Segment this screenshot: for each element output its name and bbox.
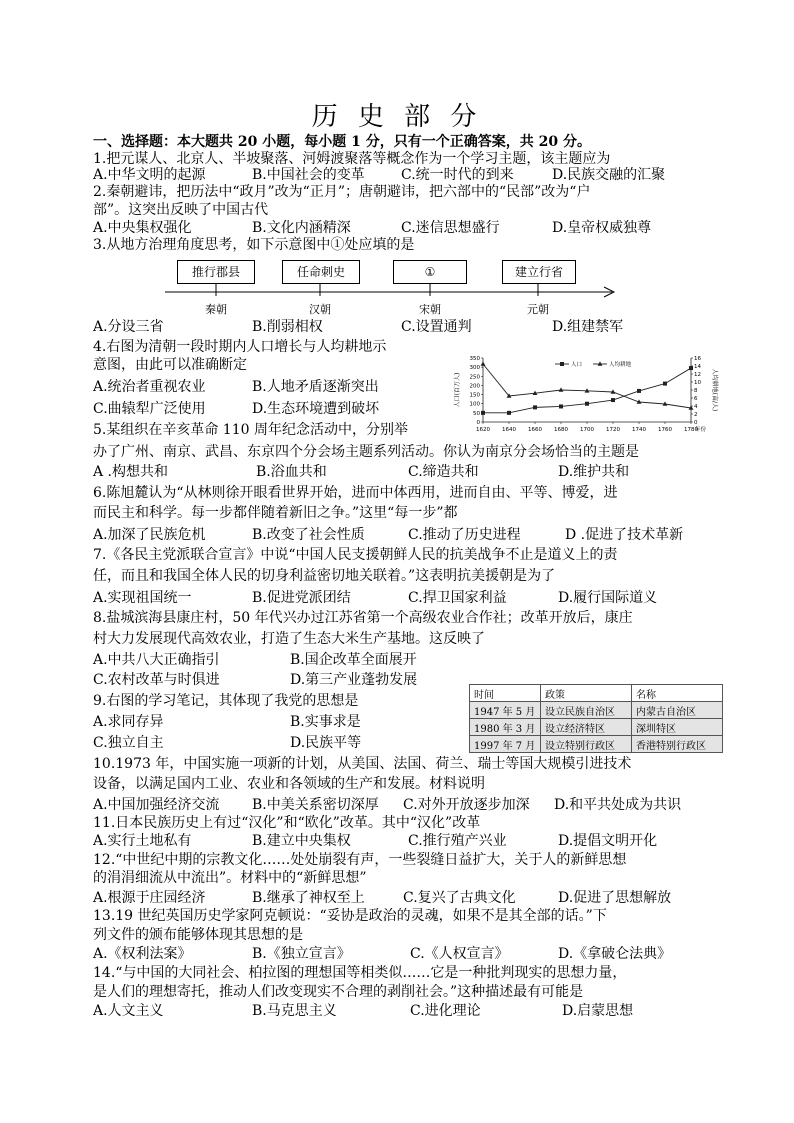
table-cell: 设立经济特区 [541,719,632,736]
chart-point [481,361,486,365]
q8-option-d[interactable]: D.第三产业蓬勃发展 [290,672,418,688]
chart-left-tick-label: 350 [469,356,480,362]
q6-option-a[interactable]: A.加深了民族危机 [93,527,206,543]
q1-stem: 1.把元谋人、北京人、半坡聚落、河姆渡聚落等概念作为一个学习主题，该主题应为 [93,151,611,167]
timeline-box-1: 推行郡县 [177,260,255,284]
table-cell: 1997 年 7 月 [470,736,541,753]
chart-marks [481,361,694,414]
table-cell: 香港特别行政区 [632,736,723,753]
chart-point [507,411,511,415]
chart-left-tick-label: 250 [469,374,480,381]
chart-left-axis-label: 人口(百万人) [454,372,461,408]
chart-point [663,382,667,386]
chart-point [611,398,615,402]
q3-option-a[interactable]: A.分设三省 [93,319,164,335]
q10-option-c[interactable]: C.对外开放逐步加深 [403,797,530,813]
q1-option-b[interactable]: B.中国社会的变革 [252,167,365,183]
q14-option-d[interactable]: D.启蒙思想 [562,1003,634,1019]
policy-table [469,684,723,753]
population-chart [451,352,719,436]
table-row [470,736,723,753]
q14-option-c[interactable]: C.进化理论 [410,1003,481,1019]
chart-x-tick-label: 1760 [658,427,672,433]
q9-option-b[interactable]: B.实事求是 [290,714,361,730]
chart-legend [555,360,632,368]
table-header-time: 时间 [470,685,541,702]
timeline-label-2: 汉朝 [309,303,331,316]
q2-option-d[interactable]: D.皇帝权威独尊 [552,220,652,236]
chart-left-tick-label: 300 [469,365,480,372]
q3-option-d[interactable]: D.组建禁军 [552,319,624,335]
chart-point [689,366,693,370]
chart-x-tick-label: 1620 [476,427,490,433]
q5-option-b[interactable]: B.浴血共和 [256,464,327,480]
q13-option-a[interactable]: A.《权利法案》 [93,946,192,962]
chart-axes [453,358,719,422]
q4-option-a[interactable]: A.统治者重视农业 [93,379,206,395]
q12-option-a[interactable]: A.根源于庄园经济 [93,890,206,906]
q9-stem: 9.右图的学习笔记，其体现了我党的思想是 [93,693,359,709]
chart-ticks [470,356,707,433]
q12-option-b[interactable]: B.继承了神权至上 [252,890,365,906]
chart-x-tick-label: 1700 [580,427,594,433]
q10-option-b[interactable]: B.中美关系密切深厚 [252,797,379,813]
q6-option-d[interactable]: D .促进了技术革新 [565,527,684,543]
q12-stem-line1: 12.“中世纪中期的宗教文化……处处崩裂有声，一些裂缝日益扩大，关于人的新鲜思想 [93,852,627,868]
chart-point [481,411,485,415]
q12-option-c[interactable]: C.复兴了古典文化 [403,890,516,906]
chart-right-tick-label: 16 [694,356,701,362]
q3-option-b[interactable]: B.削弱相权 [252,319,323,335]
chart-x-tick-label: 1660 [528,427,542,433]
chart-left-tick-label: 150 [469,392,480,399]
page-title: 历 史 部 分 [311,102,483,132]
q13-stem-line2: 列文件的颁布能够体现其思想的是 [93,927,303,943]
q10-stem-line2: 设备，以满足国内工业、农业和各领域的生产和发展。材料说明 [93,776,485,792]
q5-stem-line1: 5.某组织在辛亥革命 110 周年纪念活动中，分别举 [93,422,408,438]
q4-stem-line2: 意图，由此可以准确断定 [93,357,247,373]
chart-point [559,387,564,391]
q5-stem-line2: 办了广州、南京、武昌、东京四个分会场主题系列活动。你认为南京分会场恰当的主题是 [93,444,639,460]
q10-option-d[interactable]: D.和平共处成为共识 [554,797,682,813]
chart-right-tick-label: 2 [694,412,698,418]
q5-option-c[interactable]: C.缔造共和 [408,464,479,480]
chart-left-tick-label: 0 [476,420,480,426]
q13-option-d[interactable]: D.《拿破仑法典》 [558,946,672,962]
q3-stem: 3.从地方治理角度思考，如下示意图中①处应填的是 [93,237,415,253]
table-cell: 1980 年 3 月 [470,719,541,736]
table-row [470,702,723,719]
chart-left-tick-label: 50 [473,410,480,417]
q1-option-a[interactable]: A.中华文明的起源 [93,167,206,183]
q10-option-a[interactable]: A.中国加强经济交流 [93,797,220,813]
q7-stem-line2: 任，而且和我国全体人民的切身利益密切地关联着。”这表明抗美援朝是为了 [93,568,556,584]
q14-stem-line1: 14.“与中国的大同社会、柏拉图的理想国等相类似……它是一种批判现实的思想力量， [93,965,627,981]
chart-right-tick-label: 10 [694,380,701,386]
q3-option-c[interactable]: C.设置通判 [401,319,472,335]
table-cell: 深圳特区 [632,719,723,736]
timeline-box-4: 建立行省 [502,260,576,284]
q10-stem-line1: 10.1973 年，中国实施一项新的计划，从美国、法国、荷兰、瑞士等国大规模引进技术 [93,756,632,772]
chart-x-tick-label: 1720 [606,427,620,433]
q13-option-b[interactable]: B.《独立宣言》 [252,946,351,962]
q14-option-b[interactable]: B.马克思主义 [252,1003,337,1019]
chart-right-tick-label: 8 [694,388,698,394]
timeline-box-2: 任命刺史 [282,260,360,284]
legend-label-farmland: 人均耕地 [609,362,632,368]
timeline-label-1: 秦朝 [205,303,227,316]
q7-stem-line1: 7.《各民主党派联合宣言》中说“中国人民支援朝鲜人民的抗美战争不止是道义上的责 [93,547,618,563]
q13-option-c[interactable]: C.《人权宣言》 [410,946,509,962]
table-row [470,719,723,736]
chart-point [585,402,589,406]
q12-option-d[interactable]: D.促进了思想解放 [558,890,672,906]
q9-option-a[interactable]: A.求同存异 [93,714,164,730]
chart-right-tick-label: 6 [694,396,698,402]
q8-stem-line1: 8.盐城滨海县康庄村，50 年代兴办过江苏省第一个高级农业合作社；改革开放后，康庄 [93,610,633,626]
q1-option-c[interactable]: C.统一时代的到来 [401,167,514,183]
chart-point [533,405,537,409]
q13-stem-line1: 13.19 世纪英国历史学家阿克顿说：“妥协是政治的灵魂，如果不是其全部的话。”下 [93,908,607,924]
q7-option-d[interactable]: D.履行国际道义 [558,590,658,606]
q2-stem-line2: 部”。这突出反映了中国古代 [93,202,269,218]
q6-stem-line1: 6.陈旭麓认为“从林则徐开眼看世界开始，进而中体西用，进而自由、平等、博爱，进 [93,485,618,501]
chart-series-line-2 [483,364,691,408]
chart-x-tick-label: 1740 [632,427,646,433]
chart-left-tick-label: 100 [469,401,480,408]
table-cell: 1947 年 5 月 [470,702,541,719]
table-header-policy: 政策 [541,685,632,702]
q5-option-a[interactable]: A .构想共和 [93,464,169,480]
q9-option-c[interactable]: C.独立自主 [93,735,164,751]
q6-stem-line2: 而民主和科学。每一步都伴随着新旧之争。”这里“每一步”都 [93,505,458,521]
q7-option-b[interactable]: B.促进党派团结 [252,590,351,606]
q6-option-b[interactable]: B.改变了社会性质 [252,527,365,543]
chart-right-tick-label: 0 [694,420,698,426]
table-header-name: 名称 [632,685,723,702]
chart-x-tick-label: 1640 [502,427,516,433]
q12-stem-line2: 的涓涓细流从中流出”。材料中的“新鲜思想” [93,870,367,886]
q9-option-d[interactable]: D.民族平等 [290,735,362,751]
q11-stem: 11.日本民族历史上有过“汉化”和“欧化”改革。其中“汉化”改革 [93,815,481,831]
q1-option-d[interactable]: D.民族交融的汇聚 [552,167,666,183]
q7-option-a[interactable]: A.实现祖国统一 [93,590,192,606]
q11-option-c[interactable]: C.推行殖产兴业 [408,833,507,849]
timeline-label-4: 元朝 [527,303,549,316]
q7-option-c[interactable]: C.捍卫国家利益 [408,590,507,606]
chart-right-tick-label: 4 [694,404,698,410]
timeline-box-3: ① [393,260,467,284]
q8-stem-line2: 村大力发展现代高效农业，打造了生态大米生产基地。这反映了 [93,631,485,647]
chart-right-tick-label: 12 [694,372,701,378]
q11-option-a[interactable]: A.实行土地私有 [93,833,192,849]
q2-option-c[interactable]: C.迷信思想盛行 [401,220,500,236]
q2-option-b[interactable]: B.文化内涵精深 [252,220,351,236]
q14-stem-line2: 是人们的理想寄托，推动人们改变现实不合理的剥削社会。”这种描述最有可能是 [93,984,584,1000]
chart-right-tick-label: 14 [694,364,701,370]
q4-option-b[interactable]: B.人地矛盾逐渐突出 [252,379,379,395]
table-cell: 内蒙古自治区 [632,702,723,719]
q5-option-d[interactable]: D.维护共和 [558,464,630,480]
q4-option-c[interactable]: C.曲辕犁广泛使用 [93,401,206,417]
q11-option-b[interactable]: B.建立中央集权 [252,833,351,849]
section-heading: 一、选择题：本大题共 20 小题，每小题 1 分，只有一个正确答案，共 20 分。 [93,134,591,150]
q14-option-a[interactable]: A.人文主义 [93,1003,164,1019]
chart-right-axis-label: 人均耕地(亩/人) [711,368,718,412]
q4-option-d[interactable]: D.生态环境遭到破坏 [252,401,380,417]
chart-x-tick-label: 1780 [684,427,698,433]
q2-stem-line1: 2.秦朝避讳，把历法中“政月”改为“正月”；唐朝避讳，把六部中的“民部”改为“户 [93,184,591,200]
legend-marker-population [560,362,564,366]
table-cell: 设立特别行政区 [541,736,632,753]
chart-x-tick-label: 1680 [554,427,568,433]
chart-x-axis-suffix: 年份 [695,427,707,433]
chart-point [559,404,563,408]
table-cell: 设立民族自治区 [541,702,632,719]
chart-point [637,389,641,393]
q6-option-c[interactable]: C.推动了历史进程 [408,527,521,543]
q2-option-a[interactable]: A.中央集权强化 [93,220,192,236]
table-header-row [470,685,723,702]
q11-option-d[interactable]: D.提倡文明开化 [558,833,658,849]
q8-option-b[interactable]: B.国企改革全面展开 [290,652,417,668]
chart-left-tick-label: 200 [469,383,480,390]
q8-option-c[interactable]: C.农村改革与时俱进 [93,672,220,688]
q8-option-a[interactable]: A.中共八大正确指引 [93,652,220,668]
legend-label-population: 人口 [571,362,583,368]
q4-stem-line1: 4.右图为清朝一段时期内人口增长与人均耕地示 [93,339,387,355]
timeline-label-3: 宋朝 [419,303,441,316]
